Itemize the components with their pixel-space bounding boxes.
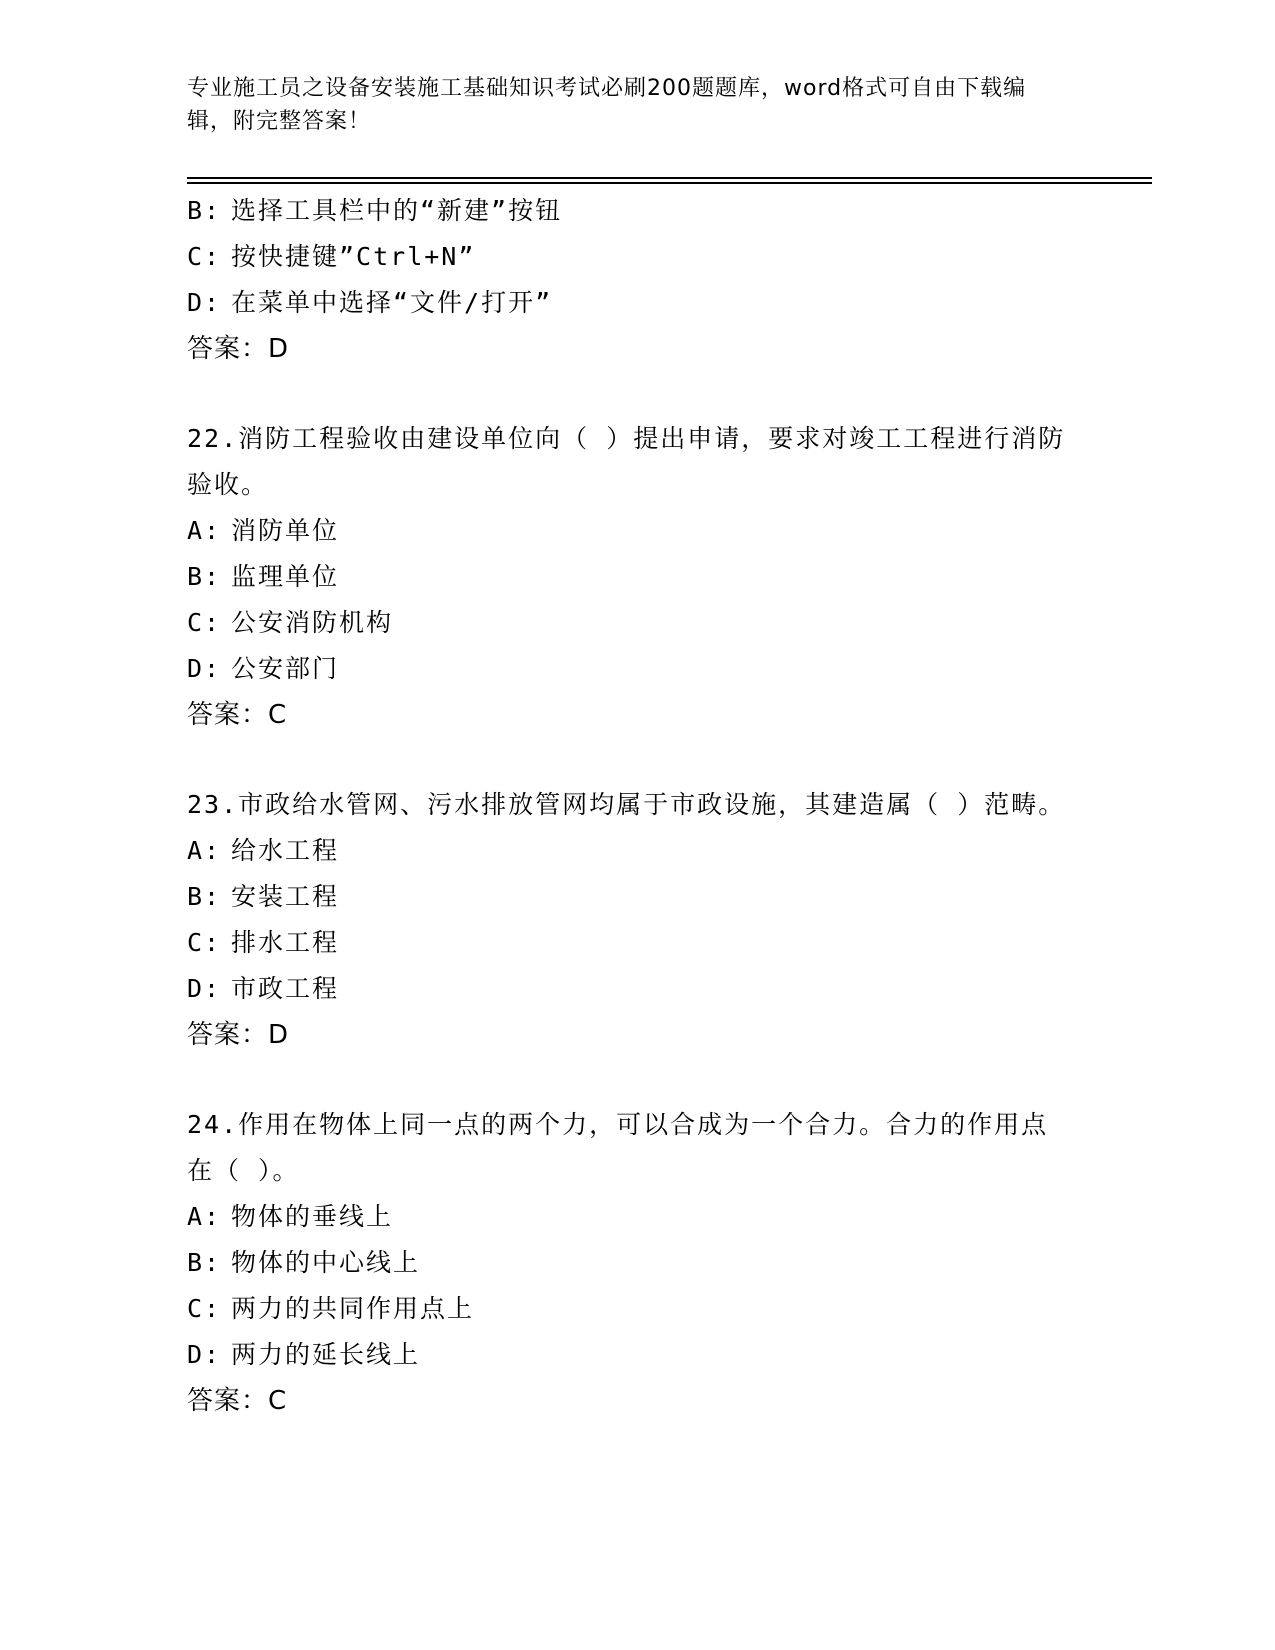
option-label: A: — [187, 516, 222, 545]
header-rule-bottom — [187, 182, 1152, 184]
option-a — [187, 508, 1067, 554]
option-c — [187, 600, 1067, 646]
option-a — [187, 828, 1067, 874]
answer-line: 答案：C — [187, 700, 288, 730]
option-b — [187, 874, 1067, 920]
option-text: 按快捷键”Ctrl+N” — [231, 242, 476, 271]
option-text: 选择工具栏中的“新建”按钮 — [231, 196, 563, 225]
answer-line: 答案：D — [187, 1020, 290, 1050]
option-text: 给水工程 — [231, 836, 340, 865]
option-text: 两力的延长线上 — [231, 1340, 421, 1369]
option-b — [187, 188, 1067, 234]
option-text: 市政工程 — [231, 974, 340, 1003]
prev-question-block — [187, 188, 1067, 372]
answer-line: 答案：D — [187, 334, 290, 364]
option-text: 在菜单中选择“文件/打开” — [231, 288, 553, 317]
option-d — [187, 1332, 1067, 1378]
option-label: D: — [187, 1340, 222, 1369]
option-label: D: — [187, 288, 222, 317]
option-label: B: — [187, 196, 222, 225]
option-label: C: — [187, 928, 222, 957]
option-c — [187, 234, 1067, 280]
option-text: 公安部门 — [231, 654, 340, 683]
answer-line: 答案：C — [187, 1386, 288, 1416]
option-label: C: — [187, 608, 222, 637]
option-a — [187, 1194, 1067, 1240]
document-header: 专业施工员之设备安装施工基础知识考试必刷200题题库，word格式可自由下载编辑，附完整答案！ — [187, 76, 1027, 134]
option-label: D: — [187, 654, 222, 683]
option-label: C: — [187, 242, 222, 271]
option-text: 物体的中心线上 — [231, 1248, 421, 1277]
question-block-23 — [187, 782, 1067, 1058]
option-label: A: — [187, 1202, 222, 1231]
option-label: D: — [187, 974, 222, 1003]
option-text: 公安消防机构 — [231, 608, 394, 637]
option-label: A: — [187, 836, 222, 865]
header-rule-top — [187, 177, 1152, 179]
option-text: 排水工程 — [231, 928, 340, 957]
option-b — [187, 554, 1067, 600]
question-content — [187, 188, 1067, 1424]
question-stem: 24.作用在物体上同一点的两个力，可以合成为一个合力。合力的作用点在（ ）。 — [187, 1110, 1049, 1185]
question-block-24 — [187, 1102, 1067, 1424]
option-text: 两力的共同作用点上 — [231, 1294, 475, 1323]
question-stem: 23.市政给水管网、污水排放管网均属于市政设施，其建造属（ ）范畴。 — [187, 790, 1066, 819]
option-label: C: — [187, 1294, 222, 1323]
option-label: B: — [187, 1248, 222, 1277]
option-text: 监理单位 — [231, 562, 340, 591]
question-block-22 — [187, 416, 1067, 738]
option-text: 消防单位 — [231, 516, 340, 545]
option-c — [187, 920, 1067, 966]
option-text: 物体的垂线上 — [231, 1202, 394, 1231]
question-stem: 22.消防工程验收由建设单位向（ ）提出申请，要求对竣工工程进行消防验收。 — [187, 424, 1066, 499]
option-text: 安装工程 — [231, 882, 340, 911]
option-d — [187, 966, 1067, 1012]
option-c — [187, 1286, 1067, 1332]
option-d — [187, 280, 1067, 326]
option-label: B: — [187, 882, 222, 911]
option-label: B: — [187, 562, 222, 591]
option-d — [187, 646, 1067, 692]
option-b — [187, 1240, 1067, 1286]
